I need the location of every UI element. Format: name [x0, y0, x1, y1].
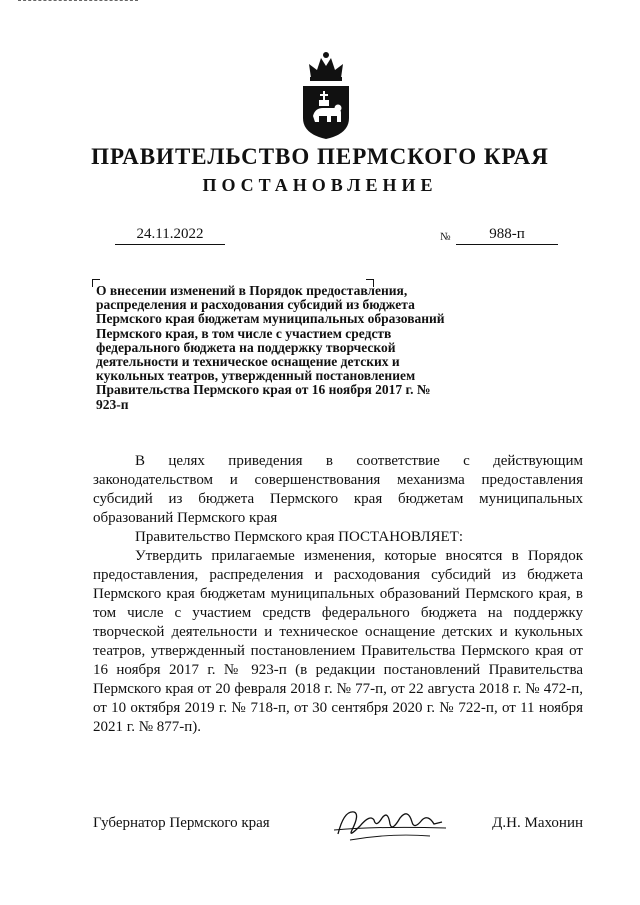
signature-image [330, 800, 450, 845]
document-number: 988-п [456, 226, 558, 245]
document-type: ПОСТАНОВЛЕНИЕ [202, 175, 438, 195]
corner-scan-mark [18, 0, 138, 1]
operative-paragraph: Утвердить прилагаемые изменения, которые вносятся в Порядок предоставления, распределения и расходования субсидий из бюджета Пермского края бюджетам муниципальных образований Пермского края, в том числе с участием средств федерального бюджета на поддержку творческой деятельности и техническое оснащение детских и кукольных театров, утвержденный постановлением Правительства Пермского края от 16 ноября 2017 г. № 923-п (в редакции постановлений Правительства Пермского края от 20 февраля 2018 г. № 77-п, от 22 августа 2018 г. № 472-п, от 10 октября 2019 г. № 718-п, от 30 сентября 2020 г. № 722-п, от 11 ноября 2021 г. № 877-п). [93, 548, 583, 735]
document-subject: О внесении изменений в Порядок предоставления, распределения и расходования субсидий из бюджета Пермского края бюджетам муниципальных образований Пермского края, в том числе с участием средств федерального бюджета на поддержку творческой деятельности и техническое оснащение детских и кукольных театров, утвержденный постановлением Правительства Пермского края от 16 ноября 2017 г. № 923-п [96, 283, 445, 412]
number-label: № [440, 231, 451, 243]
signatory-position: Губернатор Пермского края [93, 815, 270, 831]
preamble-paragraph: В целях приведения в соответствие с действующим законодательством и совершенствования механизма предоставления субсидий из бюджета Пермского края бюджетам муниципальных образований Пермского края [93, 453, 583, 526]
signatory-name: Д.Н. Махонин [492, 815, 583, 831]
resolution-paragraph: Правительство Пермского края ПОСТАНОВЛЯЕТ: [135, 529, 464, 545]
document-date: 24.11.2022 [115, 226, 225, 245]
organization-title: ПРАВИТЕЛЬСТВО ПЕРМСКОГО КРАЯ [91, 144, 549, 169]
coat-of-arms-icon [297, 50, 355, 140]
